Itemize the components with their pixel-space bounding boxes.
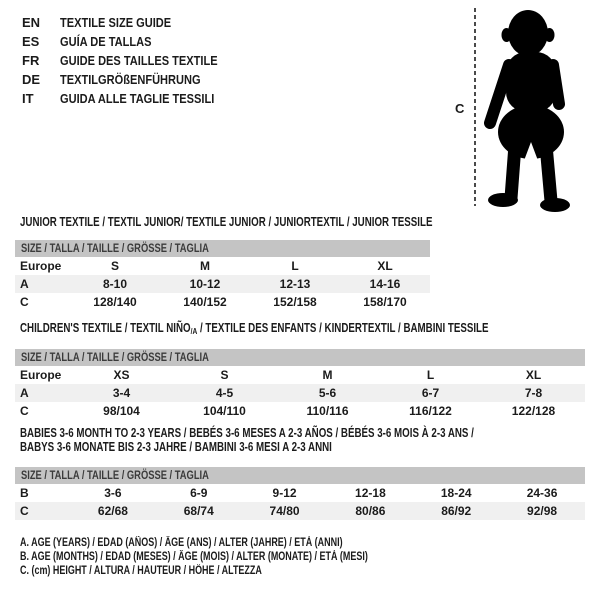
size-cell: 140/152: [183, 295, 227, 309]
size-header-bar: [15, 349, 585, 366]
table-row: [15, 402, 585, 420]
size-cell: M: [200, 259, 210, 273]
table-row: [15, 257, 430, 275]
size-cell: 14-16: [369, 277, 401, 291]
size-cell: 12-18: [355, 486, 386, 500]
size-cell: 158/170: [363, 295, 407, 309]
size-cell: XS: [113, 368, 130, 382]
baby-silhouette-icon: [484, 5, 584, 212]
language-code: IT: [22, 91, 34, 106]
footnote-c: C. (cm) HEIGHT / ALTURA / HAUTEUR / HÖHE / ALTEZZA: [20, 565, 262, 577]
height-dash-line: [474, 8, 476, 206]
size-cell: 6-9: [190, 486, 208, 500]
size-cell: 62/68: [97, 504, 128, 518]
children-table-title: [20, 321, 600, 338]
size-cell: 4-5: [215, 386, 234, 400]
size-header-bar: [15, 240, 430, 257]
language-list: [22, 13, 245, 108]
size-cell: 98/104: [103, 404, 140, 418]
size-cell: 7-8: [524, 386, 543, 400]
language-label: GUÍA DE TALLAS: [60, 34, 152, 49]
language-row: [22, 89, 245, 108]
size-cell: 18-24: [440, 486, 472, 500]
language-row: [22, 70, 245, 89]
height-measure-label: C: [455, 101, 465, 116]
title-part-subscript: /A: [190, 326, 198, 336]
row-label: Europe: [20, 368, 62, 382]
size-cell: S: [110, 259, 119, 273]
table-row: [15, 502, 585, 520]
size-cell: 5-6: [318, 386, 337, 400]
row-label: B: [20, 486, 29, 500]
row-label: C: [20, 404, 29, 418]
size-cell: 8-10: [102, 277, 128, 291]
junior-table-title-text: JUNIOR TEXTILE / TEXTIL JUNIOR/ TEXTILE JUNIOR / JUNIORTEXTIL / JUNIOR TESSILE: [20, 215, 433, 229]
table-row: [15, 293, 430, 311]
title-part: / TEXTILE DES ENFANTS / KINDERTEXTIL / BAMBINI TESSILE: [197, 321, 489, 335]
table-row: [15, 484, 585, 502]
size-header-bar: [15, 467, 585, 484]
size-cell: 68/74: [183, 504, 214, 518]
size-cell: 116/122: [409, 404, 452, 418]
size-table-children: [15, 349, 585, 420]
row-label: C: [20, 504, 29, 518]
size-cell: M: [322, 368, 333, 382]
language-label: GUIDA ALLE TAGLIE TESSILI: [60, 91, 215, 106]
size-cell: XL: [377, 259, 393, 273]
language-label: GUIDE DES TAILLES TEXTILE: [60, 53, 218, 68]
size-cell: 3-6: [104, 486, 122, 500]
size-cell: 110/116: [306, 404, 349, 418]
table-row: [15, 366, 585, 384]
language-label: TEXTILE SIZE GUIDE: [60, 15, 172, 30]
size-cell: 6-7: [421, 386, 440, 400]
language-code: EN: [22, 15, 41, 30]
size-header-text: SIZE / TALLA / TAILLE / GRÖSSE / TAGLIA: [21, 350, 209, 364]
size-cell: 128/140: [93, 295, 137, 309]
row-label: A: [20, 277, 29, 291]
size-cell: 86/92: [441, 504, 472, 518]
footnotes: [20, 536, 466, 578]
babies-table-title: [20, 426, 600, 454]
footnote-line: [20, 550, 466, 564]
language-row: [22, 51, 245, 70]
size-table-babies: [15, 467, 585, 520]
size-cell: L: [426, 368, 435, 382]
row-label: Europe: [20, 259, 62, 273]
size-cell: L: [291, 259, 299, 273]
row-label: A: [20, 386, 29, 400]
size-header-text: SIZE / TALLA / TAILLE / GRÖSSE / TAGLIA: [21, 241, 209, 255]
footnote-b: B. AGE (MONTHS) / EDAD (MESES) / ÂGE (MOIS) / ALTER (MONATE) / ETÀ (MESI): [20, 551, 368, 563]
table-row: [15, 275, 430, 293]
size-header-text: SIZE / TALLA / TAILLE / GRÖSSE / TAGLIA: [21, 468, 209, 482]
size-cell: 9-12: [272, 486, 297, 500]
size-cell: 12-13: [279, 277, 311, 291]
footnote-line: [20, 536, 466, 550]
table-row: [15, 384, 585, 402]
children-table-title-text: [20, 321, 489, 338]
size-cell: 24-36: [526, 486, 558, 500]
language-label: TEXTILGRÖßENFÜHRUNG: [60, 72, 201, 87]
size-cell: 122/128: [511, 404, 556, 418]
language-code: FR: [22, 53, 40, 68]
size-cell: 3-4: [112, 386, 131, 400]
size-cell: XL: [525, 368, 542, 382]
language-row: [22, 32, 245, 51]
footnote-a: A. AGE (YEARS) / EDAD (AÑOS) / ÂGE (ANS) / ALTER (JAHRE) / ETÀ (ANNI): [20, 537, 343, 549]
size-cell: S: [220, 368, 229, 382]
size-cell: 104/110: [203, 404, 246, 418]
language-code: ES: [22, 34, 40, 49]
footnote-line: [20, 564, 466, 578]
language-row: [22, 13, 245, 32]
babies-table-title-line2: BABYS 3-6 MONATE BIS 2-3 JAHRE / BAMBINI 3-6 MESI A 2-3 ANNI: [20, 440, 332, 454]
size-cell: 80/86: [355, 504, 386, 518]
size-cell: 74/80: [269, 504, 300, 518]
language-code: DE: [22, 72, 41, 87]
size-cell: 10-12: [189, 277, 221, 291]
size-table-junior: [15, 240, 430, 311]
row-label: C: [20, 295, 29, 309]
babies-table-title-line1: BABIES 3-6 MONTH TO 2-3 YEARS / BEBÉS 3-6 MESES A 2-3 AÑOS / BÉBÉS 3-6 MOIS À 2-3 ANS /: [20, 426, 474, 440]
size-cell: 92/98: [527, 504, 558, 518]
title-part: CHILDREN'S TEXTILE / TEXTIL NIÑO: [20, 321, 191, 335]
size-cell: 152/158: [273, 295, 317, 309]
junior-table-title: [20, 215, 549, 229]
